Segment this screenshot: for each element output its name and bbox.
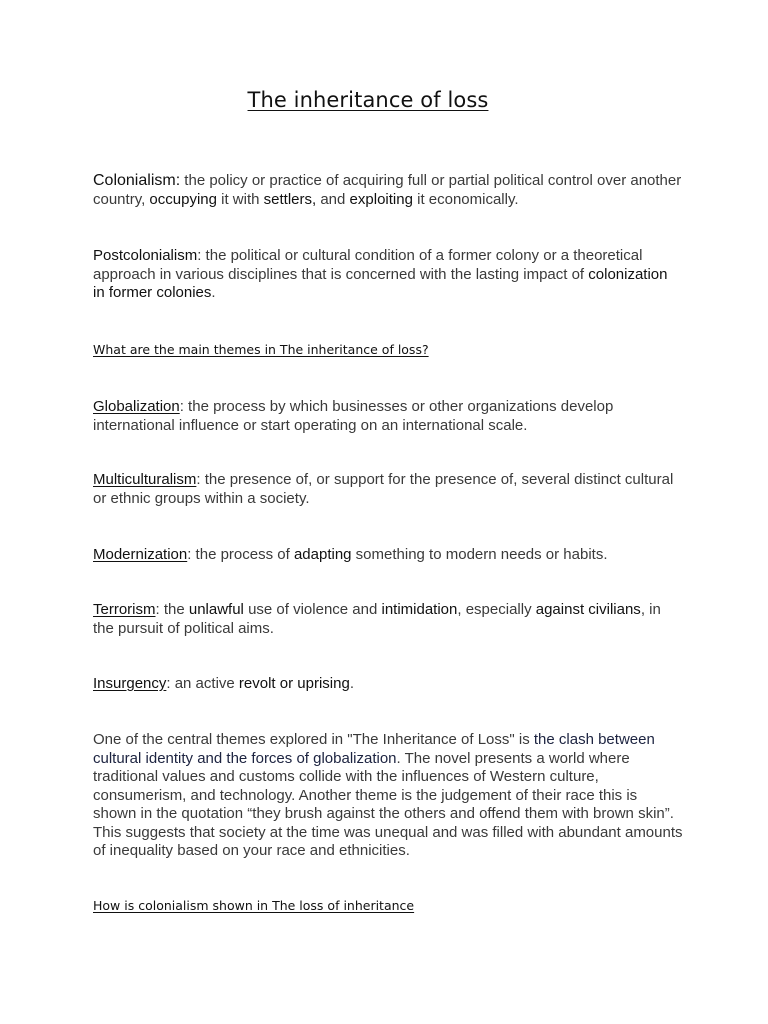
globalization-definition: [93, 398, 683, 435]
globalization-text: : the process by which businesses or other organizations develop international influence or start operating on an international scale.: [93, 398, 614, 434]
terrorism-text-1: : the: [155, 601, 189, 618]
multiculturalism-term: Multiculturalism: [93, 471, 197, 488]
terrorism-word-unlawful: unlawful: [188, 601, 244, 618]
modernization-text-2: something to modern needs or habits.: [351, 546, 608, 563]
colonialism-text-4: it economically.: [412, 190, 519, 208]
terrorism-term: Terrorism: [93, 601, 156, 618]
globalization-term: Globalization: [93, 398, 180, 415]
postcolonialism-word-former-colonies: in former colonies: [93, 284, 212, 301]
terrorism-text-2: use of violence and: [243, 601, 382, 618]
multiculturalism-text: : the presence of, or support for the presence of, several distinct cultural or ethnic groups within a society.: [93, 471, 674, 507]
colonialism-word-occupying: occupying: [149, 190, 217, 208]
colonialism-text-3: and: [316, 190, 350, 208]
modernization-definition: [93, 546, 683, 565]
terrorism-word-against-civilians: against civilians: [535, 601, 641, 618]
colonialism-text-1: the policy or practice of acquiring full or partial political control over another country,: [93, 172, 682, 208]
insurgency-text-2: .: [349, 675, 354, 692]
insurgency-word-revolt: revolt or uprising: [238, 675, 350, 692]
postcolonialism-text-1: : the political or cultural condition of a former colony or a theoretical approach in various disciplines that is concerned with the lasting impact of: [93, 247, 643, 283]
terrorism-word-intimidation: intimidation: [381, 601, 458, 618]
question-main-themes: What are the main themes in The inheritance of loss?: [93, 342, 429, 357]
colonialism-word-exploiting: exploiting: [349, 190, 413, 208]
themes-paragraph: [93, 731, 683, 861]
colonialism-definition: [93, 172, 683, 209]
insurgency-definition: [93, 675, 683, 694]
document-title: The inheritance of loss: [247, 88, 489, 112]
modernization-word-adapting: adapting: [293, 546, 352, 563]
themes-paragraph-intro: One of the central themes explored in "The Inheritance of Loss" is: [93, 731, 534, 748]
terrorism-text-3: , especially: [457, 601, 536, 618]
modernization-text-1: : the process of: [187, 546, 294, 563]
colonialism-term: Colonialism:: [93, 172, 181, 189]
postcolonialism-word-colonization: colonization: [588, 265, 668, 283]
terrorism-text-4: , in the pursuit of political aims.: [93, 601, 661, 637]
modernization-term: Modernization: [93, 546, 188, 563]
postcolonialism-term: Postcolonialism: [93, 247, 198, 264]
themes-paragraph-highlight: the clash between cultural identity and the forces of globalization: [93, 731, 655, 767]
colonialism-word-settlers: settlers,: [263, 190, 317, 208]
insurgency-text-1: : an active: [166, 675, 239, 692]
themes-paragraph-body: . The novel presents a world where traditional values and customs collide with the influences of Western culture, consumerism, and technology. Another theme is the judgement of their race this is shown in the quotation “they brush against the others and offend them with brown skin”. This suggests that society at the time was unequal and was filled with abundant amounts of inequality based on your race and ethnicities.: [93, 749, 683, 859]
colonialism-text-2: it with: [216, 190, 264, 208]
postcolonialism-definition: [93, 247, 683, 303]
multiculturalism-definition: [93, 471, 683, 508]
insurgency-term: Insurgency: [93, 675, 167, 692]
postcolonialism-text-3: .: [211, 284, 216, 301]
terrorism-definition: [93, 601, 683, 638]
question-colonialism: How is colonialism shown in The loss of inheritance: [93, 898, 415, 913]
